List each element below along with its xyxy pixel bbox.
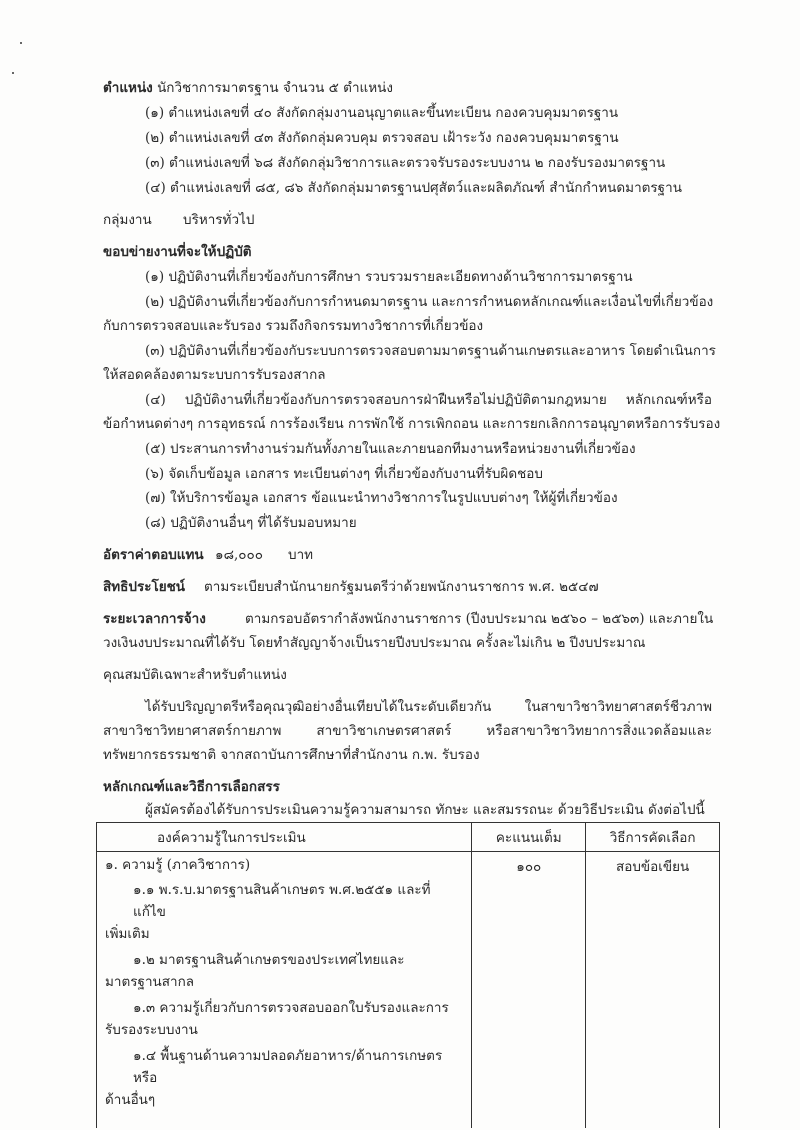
position-header	[103, 79, 393, 97]
position-item: (๓) ตำแหน่งเลขที่ ๖๘ สังกัดกลุ่มวิชาการและตรวจรับรองระบบงาน ๒ กองรับรองมาตรฐาน	[145, 155, 666, 171]
sub-item-continued: รับรองระบบงาน	[105, 1022, 198, 1038]
knowledge-sub-item	[105, 949, 463, 993]
salary-unit: บาท	[288, 547, 314, 563]
sub-item-text: ๑.๔ พื้นฐานด้านความปลอดภัยอาหาร/ด้านการเกษตรหรือ	[133, 1048, 443, 1086]
column-header: วิธีการคัดเลือก	[586, 823, 720, 852]
employment-period-label: ระยะเวลาการจ้าง	[103, 611, 206, 627]
position-label: ตำแหน่ง	[103, 80, 153, 96]
position-item: (๔) ตำแหน่งเลขที่ ๘๕, ๘๖ สังกัดกลุ่มมาตรฐานปศุสัตว์และผลิตภัณฑ์ สำนักกำหนดมาตรฐาน	[145, 180, 682, 196]
position-text: นักวิชาการมาตรฐาน จำนวน ๕ ตำแหน่ง	[157, 80, 393, 96]
qualifications-label: คุณสมบัติเฉพาะสำหรับตำแหน่ง	[103, 667, 287, 683]
column-header: องค์ความรู้ในการประเมิน	[97, 823, 472, 852]
selection-label: หลักเกณฑ์และวิธีการเลือกสรร	[103, 779, 280, 795]
qualifications-line: สาขาวิชาวิทยาศาสตร์กายภาพ สาขาวิชาเกษตรศาสตร์ หรือสาขาวิชาวิทยาการสิ่งแวดล้อมและ	[103, 723, 712, 739]
position-item: (๒) ตำแหน่งเลขที่ ๔๓ สังกัดกลุ่มควบคุม ตรวจสอบ เฝ้าระวัง กองควบคุมมาตรฐาน	[145, 130, 619, 146]
score-cell: ๑๐๐	[472, 852, 586, 1129]
work-group-label: กลุ่มงาน	[103, 212, 152, 228]
employment-period-line: วงเงินงบประมาณที่ได้รับ โดยทำสัญญาจ้างเป็นรายปีงบประมาณ ครั้งละไม่เกิน ๒ ปีงบประมาณ	[103, 635, 646, 651]
duty-item: (๓) ปฏิบัติงานที่เกี่ยวข้องกับระบบการตรวจสอบตามมาตรฐานด้านเกษตรและอาหาร โดยดำเนินการ	[145, 343, 716, 359]
knowledge-title: ๑. ความรู้ (ภาควิชาการ)	[105, 857, 251, 873]
table-header-row	[97, 823, 720, 852]
benefits-label: สิทธิประโยชน์	[103, 579, 186, 595]
sub-item-continued: มาตรฐานสากล	[105, 974, 195, 990]
knowledge-cell	[97, 852, 472, 1129]
evaluation-table	[96, 822, 720, 1128]
duty-item: (๗) ให้บริการข้อมูล เอกสาร ข้อแนะนำทางวิชาการในรูปแบบต่างๆ ให้ผู้ที่เกี่ยวข้อง	[145, 490, 618, 506]
salary-label: อัตราค่าตอบแทน	[103, 547, 204, 563]
sub-item-continued: เพิ่มเติม	[105, 926, 150, 942]
qualifications-line: ทรัพยากรธรรมชาติ จากสถาบันการศึกษาที่สำนักงาน ก.พ. รับรอง	[103, 747, 480, 763]
knowledge-sub-item	[105, 879, 463, 945]
knowledge-sub-item	[105, 997, 463, 1041]
sub-item-continued: ด้านอื่นๆ	[105, 1092, 156, 1108]
method-cell: สอบข้อเขียน	[586, 852, 720, 1129]
column-header: คะแนนเต็ม	[472, 823, 586, 852]
table-row	[97, 852, 720, 1129]
duty-item: (๖) จัดเก็บข้อมูล เอกสาร ทะเบียนต่างๆ ที่เกี่ยวข้องกับงานที่รับผิดชอบ	[145, 466, 543, 482]
duties-label: ขอบข่ายงานที่จะให้ปฏิบัติ	[103, 244, 252, 260]
scan-speck	[12, 72, 14, 74]
selection-intro: ผู้สมัครต้องได้รับการประเมินความรู้ความสามารถ ทักษะ และสมรรถนะ ด้วยวิธีประเมิน ดังต่อไปนี้	[145, 802, 705, 818]
salary-amount: ๑๘,๐๐๐	[215, 547, 263, 563]
duty-item: (๑) ปฏิบัติงานที่เกี่ยวข้องกับการศึกษา รวบรวมรายละเอียดทางด้านวิชาการมาตรฐาน	[145, 269, 633, 285]
benefits-text: ตามระเบียบสำนักนายกรัฐมนตรีว่าด้วยพนักงานราชการ พ.ศ. ๒๕๔๗	[204, 579, 599, 595]
position-item: (๑) ตำแหน่งเลขที่ ๔๐ สังกัดกลุ่มงานอนุญาตและขึ้นทะเบียน กองควบคุมมาตรฐาน	[145, 105, 619, 121]
duty-item: (๒) ปฏิบัติงานที่เกี่ยวข้องกับการกำหนดมาตรฐาน และการกำหนดหลักเกณฑ์และเงื่อนไขที่เกี่ยวข้อง	[145, 294, 714, 310]
qualifications-line: ได้รับปริญญาตรีหรือคุณวุฒิอย่างอื่นเทียบได้ในระดับเดียวกัน ในสาขาวิชาวิทยาศาสตร์ชีวภาพ	[145, 699, 712, 715]
sub-item-text: ๑.๑ พ.ร.บ.มาตรฐานสินค้าเกษตร พ.ศ.๒๕๕๑ และที่แก้ไข	[133, 882, 431, 920]
knowledge-sub-item	[105, 1045, 463, 1111]
duty-item: (๕) ประสานการทำงานร่วมกันทั้งภายในและภายนอกทีมงานหรือหน่วยงานที่เกี่ยวข้อง	[145, 441, 636, 457]
employment-period-line: ตามกรอบอัตรากำลังพนักงานราชการ (ปีงบประมาณ ๒๕๖๐ – ๒๕๖๓) และภายใน	[245, 611, 714, 627]
duty-item-continued: ให้สอดคล้องตามระบบการรับรองสากล	[103, 367, 326, 383]
duty-item: (๘) ปฏิบัติงานอื่นๆ ที่ได้รับมอบหมาย	[145, 515, 357, 531]
work-group-value: บริหารทั่วไป	[183, 212, 255, 228]
duty-item-continued: ข้อกำหนดต่างๆ การอุทธรณ์ การร้องเรียน การพักใช้ การเพิกถอน และการยกเลิกการอนุญาตหรือการรับรอง	[103, 416, 721, 432]
duty-item: (๔) ปฏิบัติงานที่เกี่ยวข้องกับการตรวจสอบการฝ่าฝืนหรือไม่ปฏิบัติตามกฎหมาย หลักเกณฑ์หรือ	[145, 392, 712, 408]
sub-item-text: ๑.๒ มาตรฐานสินค้าเกษตรของประเทศไทยและ	[133, 952, 405, 968]
scan-speck	[20, 42, 22, 44]
sub-item-text: ๑.๓ ความรู้เกี่ยวกับการตรวจสอบออกใบรับรองและการ	[133, 1000, 449, 1016]
duty-item-continued: กับการตรวจสอบและรับรอง รวมถึงกิจกรรมทางวิชาการที่เกี่ยวข้อง	[103, 318, 484, 334]
